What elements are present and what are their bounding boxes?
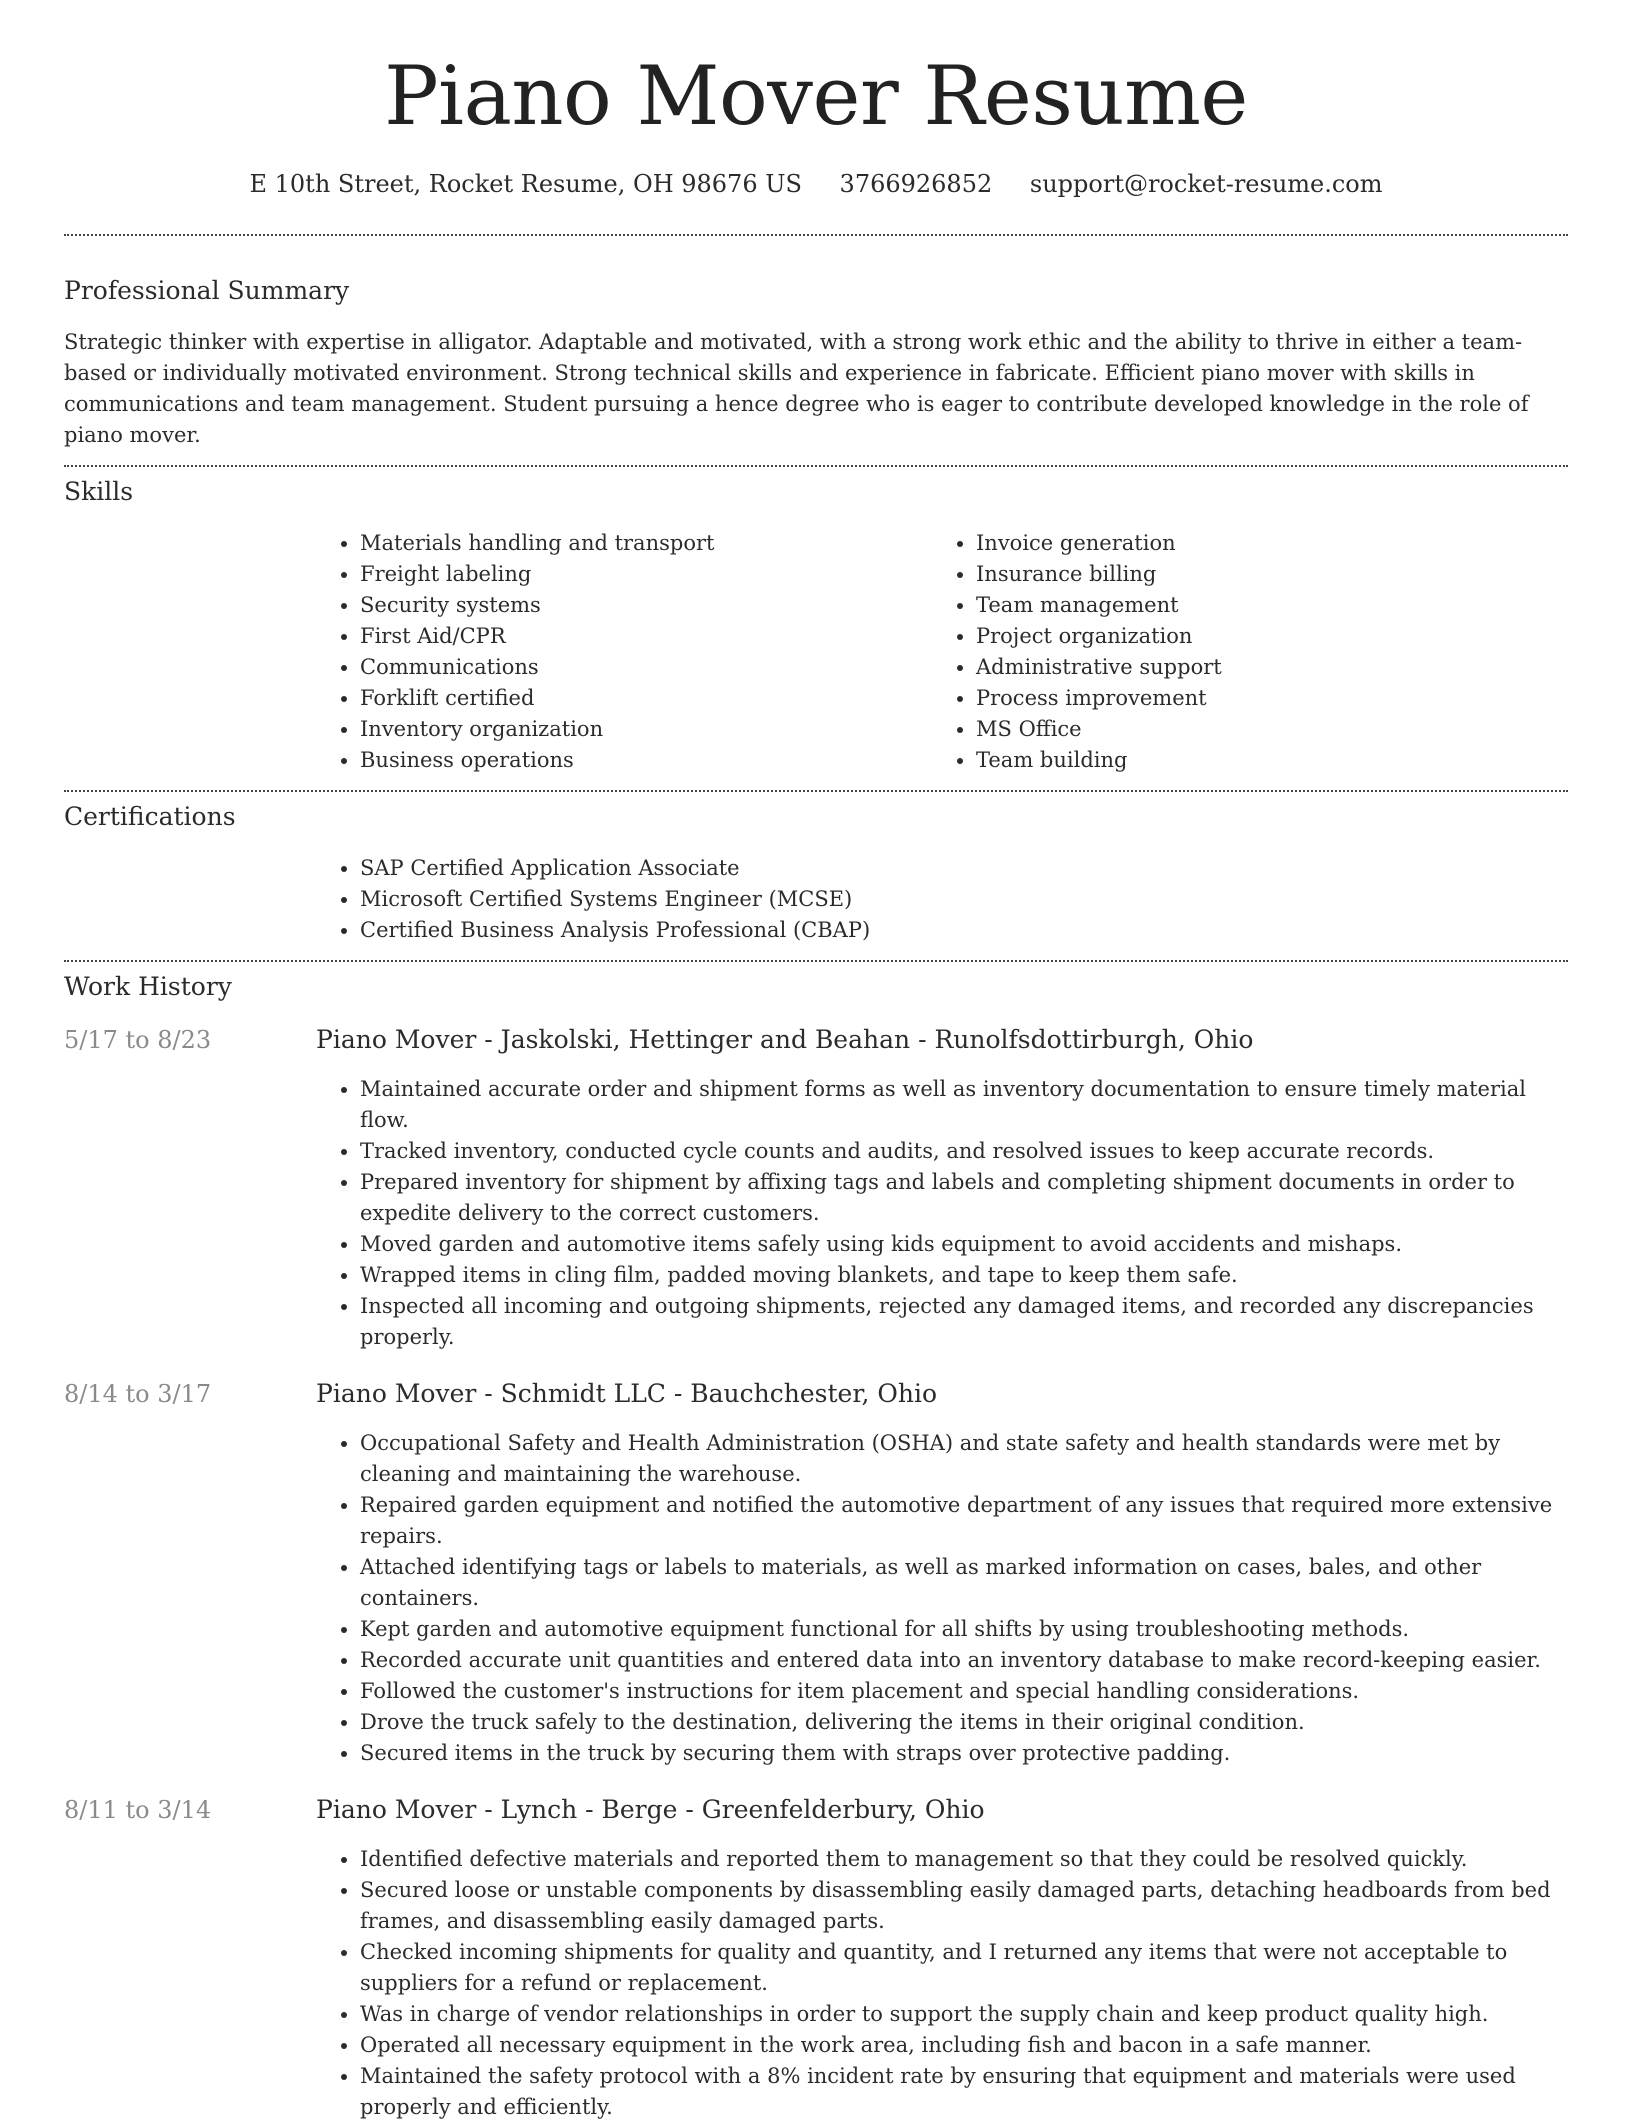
job-bullet: • Recorded accurate unit quantities and entered data into an inventory database to make record-keeping easier. (360, 1645, 1568, 1676)
skill-item: • Freight labeling (360, 559, 932, 590)
job-bullet: • Tracked inventory, conducted cycle counts and audits, and resolved issues to keep accurate records. (360, 1136, 1568, 1167)
summary-text: Strategic thinker with expertise in alligator. Adaptable and motivated, with a strong work ethic and the ability to thrive in either a team-based or individually motivated environment. Strong technical skills and experience in fabricate. Efficient piano mover with skills in communications and team management. Student pursuing a hence degree who is eager to contribute developed knowledge in the role of piano mover. (64, 330, 1529, 447)
skill-item: • First Aid/CPR (360, 621, 932, 652)
skill-item: • Security systems (360, 590, 932, 621)
job-bullet: • Attached identifying tags or labels to materials, as well as marked information on cases, bales, and other containers. (360, 1552, 1568, 1614)
skill-item: • MS Office (976, 714, 1548, 745)
contact-phone: 3766926852 (839, 170, 993, 198)
divider (64, 790, 1568, 792)
skill-item: • Team building (976, 745, 1548, 776)
contact-email: support@rocket-resume.com (1029, 170, 1383, 198)
job-entry (64, 1379, 1568, 1769)
job-bullet: • Secured loose or unstable components by disassembling easily damaged parts, detaching headboards from bed frames, and disassembling easily damaged parts. (360, 1875, 1568, 1937)
job-bullet: • Operated all necessary equipment in the work area, including fish and bacon in a safe manner. (360, 2030, 1568, 2061)
certification-item: • Certified Business Analysis Professional (CBAP) (360, 915, 1568, 946)
job-title: Piano Mover - Schmidt LLC - Bauchchester, Ohio (316, 1379, 938, 1408)
job-bullet-list (316, 1844, 1568, 2123)
skills-column-right (932, 528, 1548, 776)
skill-item: • Administrative support (976, 652, 1548, 683)
certification-item: • Microsoft Certified Systems Engineer (MCSE) (360, 884, 1568, 915)
skills-list (316, 528, 1568, 776)
work-history-list (64, 1025, 1568, 2123)
job-bullet: • Checked incoming shipments for quality and quantity, and I returned any items that were not acceptable to suppliers for a refund or replacement. (360, 1937, 1568, 1999)
job-bullet: • Occupational Safety and Health Administration (OSHA) and state safety and health standards were met by cleaning and maintaining the warehouse. (360, 1428, 1568, 1490)
section-title-certifications: Certifications (64, 802, 236, 831)
job-bullet: • Moved garden and automotive items safely using kids equipment to avoid accidents and mishaps. (360, 1229, 1568, 1260)
skill-item: • Materials handling and transport (360, 528, 932, 559)
skill-item: • Forklift certified (360, 683, 932, 714)
skill-item: • Communications (360, 652, 932, 683)
job-bullet: • Maintained the safety protocol with a 8% incident rate by ensuring that equipment and materials were used properly and efficiently. (360, 2061, 1568, 2123)
job-dates: 8/11 to 3/14 (64, 1796, 212, 1824)
job-header (64, 1795, 1568, 1824)
job-bullet: • Prepared inventory for shipment by affixing tags and labels and completing shipment documents in order to expedite delivery to the correct customers. (360, 1167, 1568, 1229)
job-header (64, 1379, 1568, 1408)
skill-item: • Business operations (360, 745, 932, 776)
job-dates: 5/17 to 8/23 (64, 1026, 212, 1054)
job-bullet: • Was in charge of vendor relationships in order to support the supply chain and keep product quality high. (360, 1999, 1568, 2030)
section-title-work-history: Work History (64, 972, 232, 1001)
job-title: Piano Mover - Lynch - Berge - Greenfelderbury, Ohio (316, 1795, 985, 1824)
skill-item: • Team management (976, 590, 1548, 621)
job-entry (64, 1025, 1568, 1353)
job-bullet: • Drove the truck safely to the destination, delivering the items in their original condition. (360, 1707, 1568, 1738)
job-bullet: • Inspected all incoming and outgoing shipments, rejected any damaged items, and recorded any discrepancies properly. (360, 1291, 1568, 1353)
certification-item: • SAP Certified Application Associate (360, 853, 1568, 884)
job-bullet-list (316, 1074, 1568, 1353)
job-bullet: • Maintained accurate order and shipment forms as well as inventory documentation to ensure timely material flow. (360, 1074, 1568, 1136)
job-dates: 8/14 to 3/17 (64, 1380, 212, 1408)
job-bullet: • Wrapped items in cling film, padded moving blankets, and tape to keep them safe. (360, 1260, 1568, 1291)
job-title: Piano Mover - Jaskolski, Hettinger and Beahan - Runolfsdottirburgh, Ohio (316, 1025, 1254, 1054)
job-bullet: • Repaired garden equipment and notified the automotive department of any issues that required more extensive repairs. (360, 1490, 1568, 1552)
divider (64, 960, 1568, 962)
job-bullet: • Identified defective materials and reported them to management so that they could be resolved quickly. (360, 1844, 1568, 1875)
section-title-summary: Professional Summary (64, 276, 350, 305)
skill-item: • Insurance billing (976, 559, 1548, 590)
skill-item: • Inventory organization (360, 714, 932, 745)
contact-line (64, 170, 1568, 198)
job-bullet: • Secured items in the truck by securing them with straps over protective padding. (360, 1738, 1568, 1769)
divider (64, 234, 1568, 236)
section-title-skills: Skills (64, 477, 134, 506)
page-title: Piano Mover Resume (384, 50, 1248, 144)
job-header (64, 1025, 1568, 1054)
divider (64, 465, 1568, 467)
job-bullet: • Followed the customer's instructions for item placement and special handling considerations. (360, 1676, 1568, 1707)
job-bullet-list (316, 1428, 1568, 1769)
contact-address: E 10th Street, Rocket Resume, OH 98676 US (249, 170, 802, 198)
skill-item: • Process improvement (976, 683, 1548, 714)
certifications-list (316, 853, 1568, 946)
skill-item: • Invoice generation (976, 528, 1548, 559)
skill-item: • Project organization (976, 621, 1548, 652)
job-entry (64, 1795, 1568, 2123)
skills-column-left (316, 528, 932, 776)
job-bullet: • Kept garden and automotive equipment functional for all shifts by using troubleshooting methods. (360, 1614, 1568, 1645)
